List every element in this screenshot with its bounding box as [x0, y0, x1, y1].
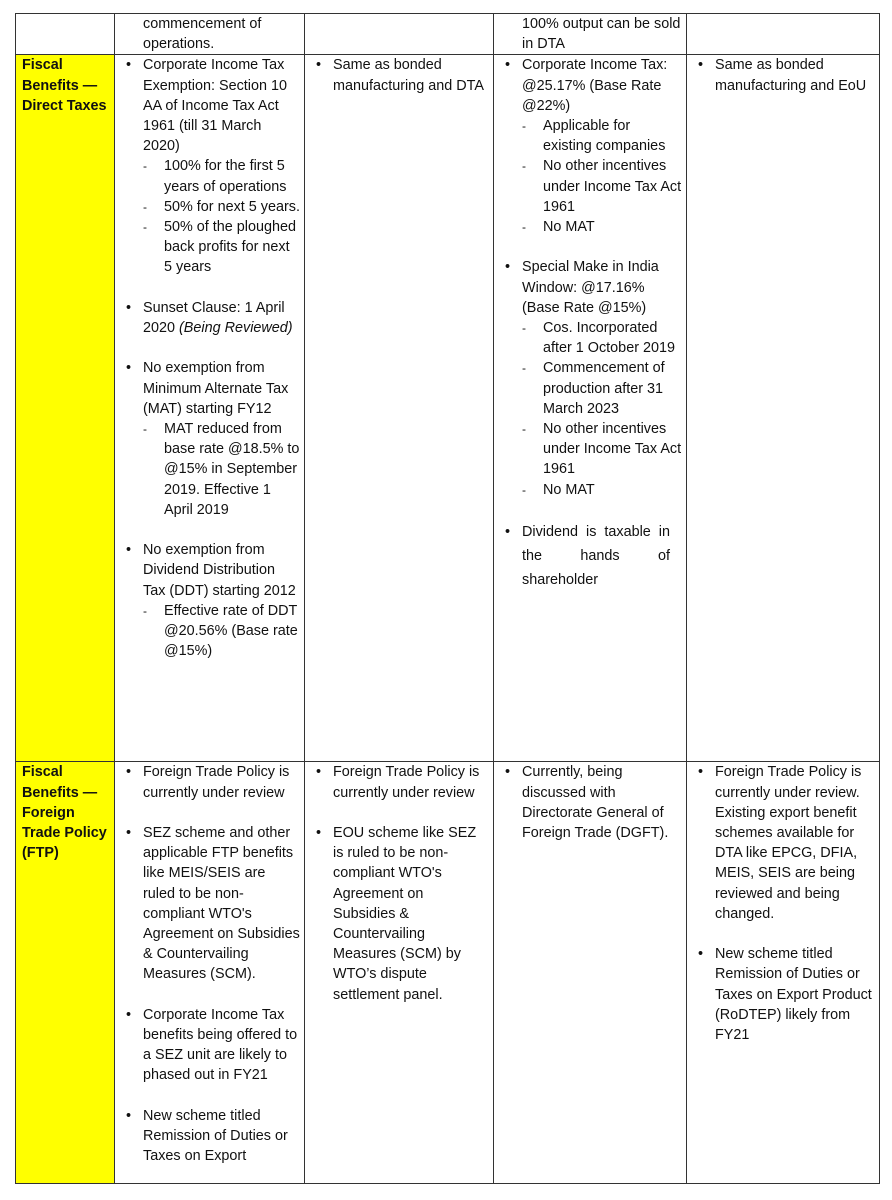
bullet-list — [500, 762, 682, 843]
bullet-list — [500, 55, 682, 592]
sez-cont-text: commencement of operations. — [143, 16, 262, 53]
dta-cell — [687, 14, 880, 55]
sub-item: - 50% of the ploughed back profits for next 5 years — [141, 217, 300, 278]
sub-item: - Cos. Incorporated after 1 October 2019 — [520, 318, 682, 358]
table-row-direct-taxes — [16, 55, 880, 762]
eou-cell — [305, 762, 494, 1184]
list-item — [121, 540, 300, 661]
mfg-cell — [494, 762, 687, 1184]
bullet-text: No exemption from Minimum Alternate Tax (MAT) starting FY12 — [143, 360, 289, 417]
sub-list — [141, 601, 300, 662]
bullet-text: Special Make in India Window: @17.16% (Base Rate @15%) — [522, 259, 659, 316]
sub-list — [141, 419, 300, 520]
list-item: • Dividend is taxable in the hands of shareholder — [500, 520, 682, 592]
list-item — [121, 298, 300, 338]
row-label-direct-taxes: Fiscal Benefits — Direct Taxes — [16, 55, 115, 762]
sub-item: - No MAT — [520, 217, 682, 237]
sub-item: - MAT reduced from base rate @18.5% to @15% in September 2019. Effective 1 April 2019 — [141, 419, 300, 520]
bullet-text: Sunset Clause: 1 April 2020 — [143, 299, 285, 337]
list-item: • Foreign Trade Policy is currently under review — [311, 762, 489, 802]
sub-item: - No other incentives under Income Tax Act 1961 — [520, 156, 682, 217]
sub-list — [141, 156, 300, 277]
list-item: • New scheme titled Remission of Duties or Taxes on Export Product (RoDTEP) likely from FY21 — [693, 944, 875, 1045]
sub-item: - 100% for the first 5 years of operations — [141, 156, 300, 196]
sub-list — [520, 318, 682, 500]
list-item: • SEZ scheme and other applicable FTP benefits like MEIS/SEIS are ruled to be non-compliant WTO's Agreement on Subsidies & Countervailing Measures (SCM). — [121, 823, 300, 985]
sez-cell — [115, 762, 305, 1184]
mfg-cell — [494, 55, 687, 762]
bullet-note: (Being Reviewed) — [179, 320, 293, 337]
list-item: • Same as bonded manufacturing and DTA — [311, 55, 489, 95]
mfg-cont-text: 100% output can be sold in DTA — [522, 16, 681, 53]
list-item — [500, 55, 682, 237]
bullet-list — [311, 55, 489, 95]
sub-list — [520, 116, 682, 237]
list-item — [121, 358, 300, 520]
sez-cell — [115, 14, 305, 55]
bullet-list — [693, 762, 875, 1045]
bullet-list — [121, 762, 300, 1166]
sub-item: - No MAT — [520, 480, 682, 500]
row-label-ftp: Fiscal Benefits — Foreign Trade Policy (FTP) — [16, 762, 115, 1184]
dta-cell — [687, 55, 880, 762]
sub-item: - No other incentives under Income Tax Act 1961 — [520, 419, 682, 480]
label-cell-empty — [16, 14, 115, 55]
eou-cell — [305, 55, 494, 762]
list-item: • EOU scheme like SEZ is ruled to be non-compliant WTO's Agreement on Subsidies & Countervailing Measures (SCM) by WTO’s dispute settlement panel. — [311, 823, 489, 1005]
dta-cell — [687, 762, 880, 1184]
list-item: • Corporate Income Tax benefits being offered to a SEZ unit are likely to phased out in FY21 — [121, 1005, 300, 1086]
table-row-ftp — [16, 762, 880, 1184]
list-item: • Currently, being discussed with Directorate General of Foreign Trade (DGFT). — [500, 762, 682, 843]
table-row-continuation — [16, 14, 880, 55]
bullet-list — [121, 55, 300, 661]
comparison-table — [15, 13, 880, 1184]
list-item: • New scheme titled Remission of Duties or Taxes on Export — [121, 1106, 300, 1167]
list-item: • Same as bonded manufacturing and EoU — [693, 55, 875, 95]
eou-cell — [305, 14, 494, 55]
bullet-list — [311, 762, 489, 1004]
list-item: • Foreign Trade Policy is currently under review — [121, 762, 300, 802]
bullet-list — [693, 55, 875, 95]
mfg-cell — [494, 14, 687, 55]
sez-cell — [115, 55, 305, 762]
bullet-text: Corporate Income Tax: @25.17% (Base Rate @22%) — [522, 57, 668, 114]
bullet-text: Corporate Income Tax Exemption: Section 10 AA of Income Tax Act 1961 (till 31 March 2020) — [143, 57, 287, 155]
sub-item: - Effective rate of DDT @20.56% (Base rate @15%) — [141, 601, 300, 662]
list-item: • Foreign Trade Policy is currently under review. Existing export benefit schemes available for DTA like EPCG, DFIA, MEIS, SEIS are being reviewed and being changed. — [693, 762, 875, 924]
sub-item: - Applicable for existing companies — [520, 116, 682, 156]
sub-item: - 50% for next 5 years. — [141, 197, 300, 217]
list-item — [121, 55, 300, 277]
list-item — [500, 257, 682, 499]
bullet-text: No exemption from Dividend Distribution Tax (DDT) starting 2012 — [143, 542, 296, 599]
sub-item: - Commencement of production after 31 March 2023 — [520, 358, 682, 419]
